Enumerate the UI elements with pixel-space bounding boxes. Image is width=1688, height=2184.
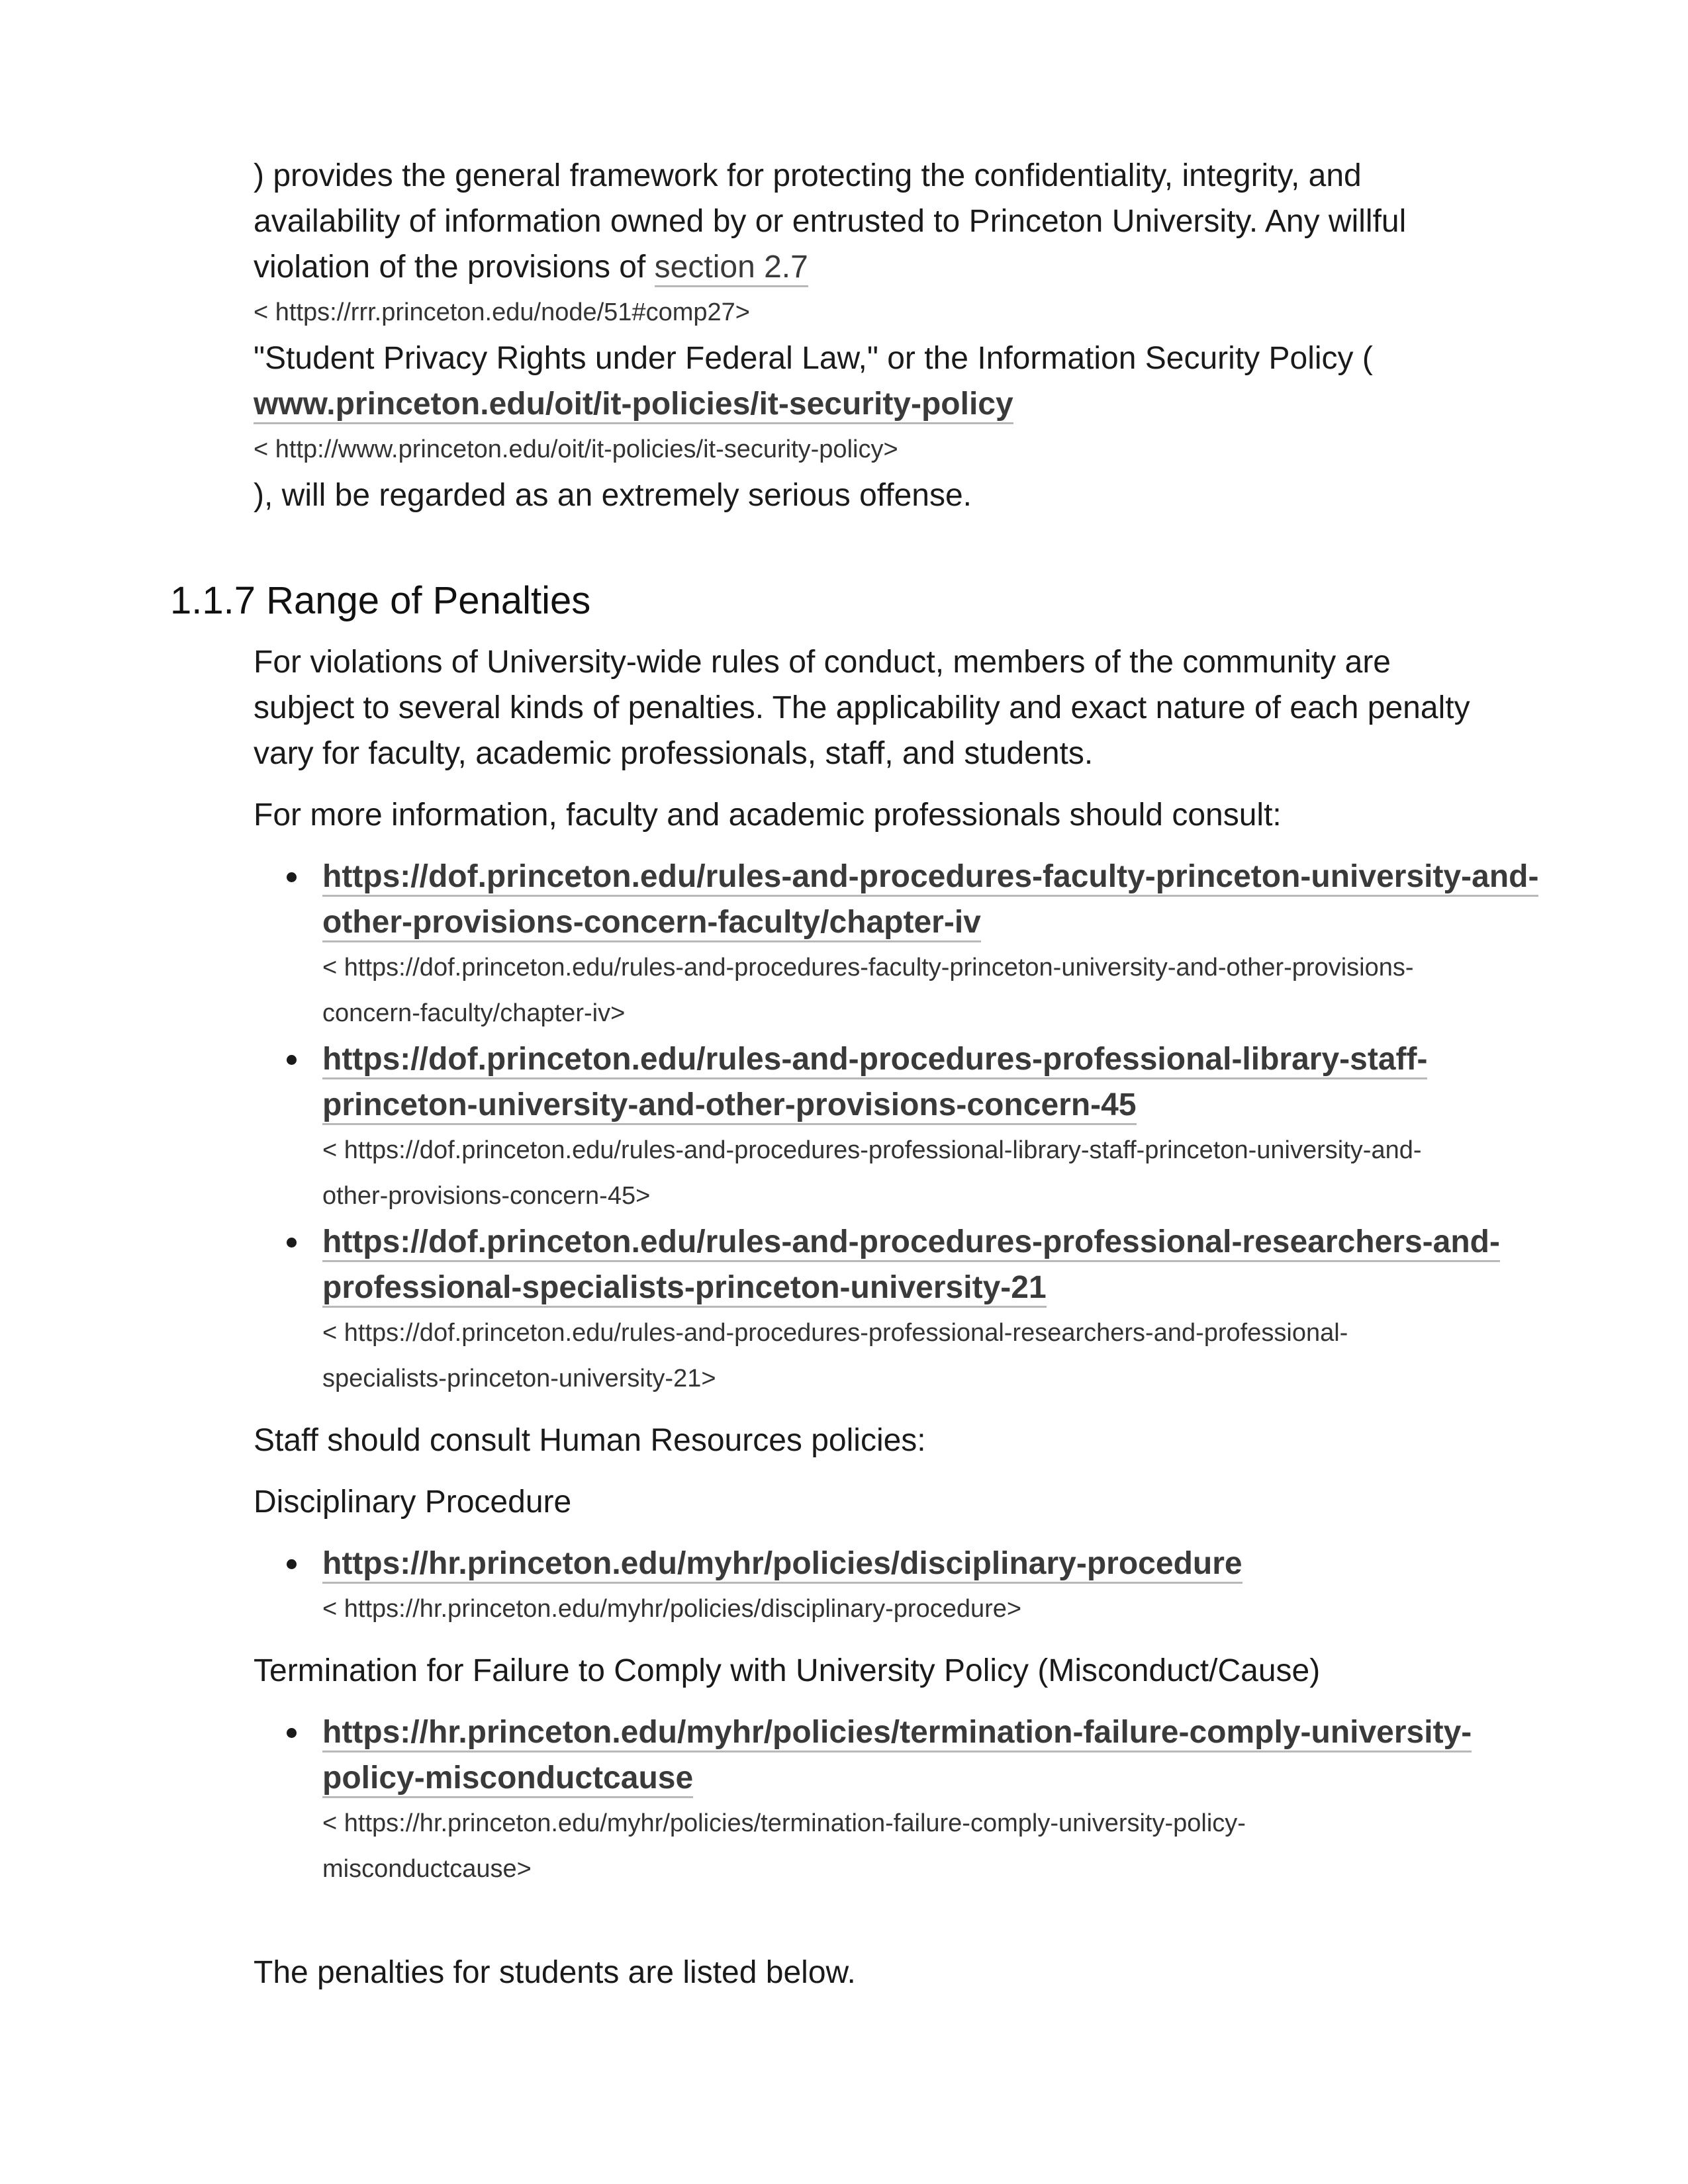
intro-line-2: availability of information owned by or entrusted to Princeton University. Any willful [254, 204, 1407, 239]
policy-link-line [254, 381, 1544, 427]
section-2-7-link[interactable]: section 2.7 [655, 250, 808, 287]
intro-closing: ), will be regarded as an extremely serious offense. [254, 478, 972, 513]
disciplinary-procedure-url: < https://hr.princeton.edu/myhr/policies/disciplinary-procedure> [322, 1595, 1022, 1623]
faculty-link-3-line-1-wrap [322, 1219, 1544, 1265]
termination-policy-link[interactable]: https://hr.princeton.edu/myhr/policies/termination-failure-comply-university- [322, 1715, 1472, 1752]
disciplinary-heading: Disciplinary Procedure [254, 1484, 572, 1520]
intro-line-4: "Student Privacy Rights under Federal Law," or the Information Security Policy ( [254, 341, 1373, 376]
disciplinary-procedure-link[interactable]: https://hr.princeton.edu/myhr/policies/disciplinary-procedure [322, 1546, 1243, 1584]
list-item [254, 854, 1544, 1036]
penalties-para-line-2: subject to several kinds of penalties. The applicability and exact nature of each penalty [254, 690, 1470, 725]
intro-line-1: ) provides the general framework for protecting the confidentiality, integrity, and [254, 158, 1362, 193]
students-penalties-line: The penalties for students are listed below. [254, 1955, 856, 1990]
intro-block [254, 153, 1544, 518]
list-item [254, 1219, 1544, 1402]
faculty-link-1-url-2: concern-faculty/chapter-iv> [322, 999, 626, 1027]
termination-policy-url-1: < https://hr.princeton.edu/myhr/policies/termination-failure-comply-university-policy- [322, 1809, 1246, 1837]
faculty-link-2-url-1: < https://dof.princeton.edu/rules-and-procedures-professional-library-staff-princeton-university-and- [322, 1136, 1422, 1164]
list-item [254, 1036, 1544, 1219]
faculty-link-1-line-1-wrap [322, 854, 1544, 899]
faculty-chapter-iv-link[interactable]: https://dof.princeton.edu/rules-and-procedures-faculty-princeton-university-and- [322, 859, 1538, 897]
penalties-para-line-3: vary for faculty, academic professionals, staff, and students. [254, 736, 1094, 771]
faculty-consult-intro: For more information, faculty and academic professionals should consult: [254, 797, 1282, 833]
bullet-icon [287, 1559, 297, 1569]
staff-consult-intro: Staff should consult Human Resources policies: [254, 1423, 926, 1458]
list-item [254, 1709, 1544, 1892]
list-item [254, 1541, 1544, 1632]
termination-link-line-1-wrap [322, 1709, 1544, 1755]
termination-links-list [254, 1709, 1544, 1892]
faculty-link-3-url-2: specialists-princeton-university-21> [322, 1365, 716, 1392]
faculty-chapter-iv-link-cont[interactable]: other-provisions-concern-faculty/chapter-iv [322, 905, 981, 942]
section-2-7-url: < https://rrr.princeton.edu/node/51#comp27> [254, 298, 750, 326]
section-heading: 1.1.7 Range of Penalties [170, 579, 591, 622]
bullet-icon [287, 1238, 297, 1248]
faculty-link-2-line-2-wrap [322, 1082, 1544, 1128]
faculty-link-3-line-2-wrap [322, 1265, 1544, 1310]
researchers-link[interactable]: https://dof.princeton.edu/rules-and-procedures-professional-researchers-and- [322, 1224, 1500, 1262]
bullet-icon [287, 872, 297, 882]
bullet-icon [287, 1728, 297, 1738]
bullet-icon [287, 1055, 297, 1065]
disciplinary-links-list [254, 1541, 1544, 1632]
faculty-link-1-url-1: < https://dof.princeton.edu/rules-and-procedures-faculty-princeton-university-and-other-provisions- [322, 954, 1414, 981]
faculty-link-3-url-1: < https://dof.princeton.edu/rules-and-procedures-professional-researchers-and-professional- [322, 1319, 1348, 1347]
section-body [254, 639, 1544, 1995]
intro-line-3-text: violation of the provisions of [254, 250, 655, 285]
termination-policy-link-cont[interactable]: policy-misconductcause [322, 1760, 693, 1798]
termination-heading: Termination for Failure to Comply with University Policy (Misconduct/Cause) [254, 1653, 1321, 1688]
disciplinary-link-wrap [322, 1541, 1544, 1586]
it-security-policy-url: < http://www.princeton.edu/oit/it-policies/it-security-policy> [254, 435, 898, 463]
faculty-link-2-line-1-wrap [322, 1036, 1544, 1082]
termination-policy-url-2: misconductcause> [322, 1855, 532, 1883]
faculty-link-1-line-2-wrap [322, 899, 1544, 945]
intro-line-3 [254, 244, 1544, 290]
library-staff-link[interactable]: https://dof.princeton.edu/rules-and-procedures-professional-library-staff- [322, 1042, 1427, 1079]
faculty-links-list [254, 854, 1544, 1402]
faculty-link-2-url-2: other-provisions-concern-45> [322, 1182, 651, 1210]
researchers-link-cont[interactable]: professional-specialists-princeton-university-21 [322, 1270, 1047, 1308]
penalties-para-line-1: For violations of University-wide rules of conduct, members of the community are [254, 645, 1391, 680]
it-security-policy-link[interactable]: www.princeton.edu/oit/it-policies/it-security-policy [254, 387, 1013, 424]
termination-link-line-2-wrap [322, 1755, 1544, 1801]
library-staff-link-cont[interactable]: princeton-university-and-other-provisions-concern-45 [322, 1087, 1137, 1125]
